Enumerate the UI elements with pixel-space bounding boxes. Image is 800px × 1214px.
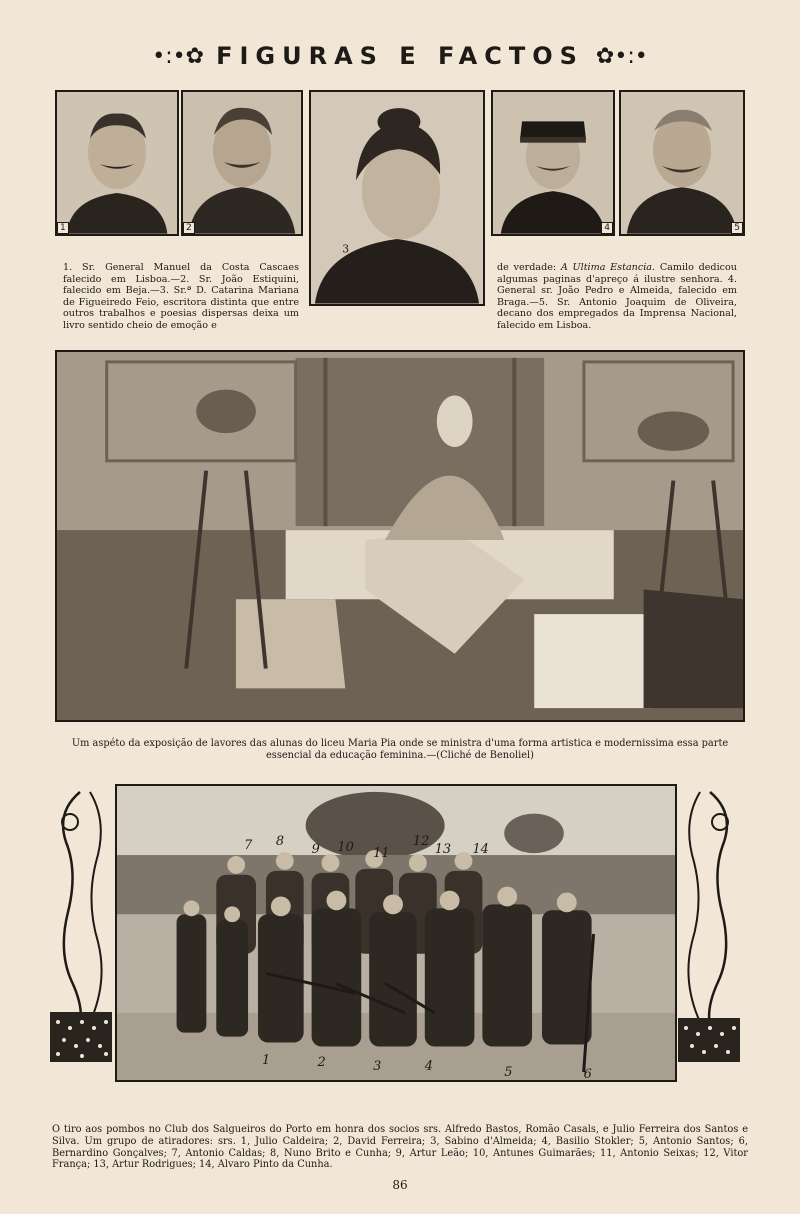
- portrait-4-number: 4: [601, 222, 613, 234]
- left-art-nouveau-ornament: [50, 782, 112, 1082]
- portrait-3-image: [311, 92, 483, 304]
- portrait-2: [181, 90, 303, 236]
- shooter-number-2: 2: [317, 1055, 326, 1071]
- right-ornament-image: [678, 782, 740, 1082]
- portrait-5-image: [621, 92, 743, 234]
- shooter-number-4: 4: [424, 1059, 434, 1075]
- portrait-2-image: [183, 92, 301, 234]
- portrait-caption-left: 1. Sr. General Manuel da Costa Cascaes falecido em Lisboa.—2. Sr. João Estiquini, falecido em Beja.—3. Sr.ª D. Catarina Mariana de Figueiredo Feio, escritora distinta que entre outros trabalhos e poesias dispersas deixa um livro sentido cheio de emoção e: [63, 262, 299, 331]
- portrait-caption-right-lead: de verdade:: [497, 262, 557, 273]
- portrait-caption-right: [497, 262, 737, 332]
- portrait-3-inset-number: 3: [342, 242, 350, 256]
- exhibition-photo: [55, 350, 745, 722]
- exhibition-caption: Um aspéto da exposição de lavores das alunas do liceu Maria Pia onde se ministra d'uma forma artistica e modernissima essa parte essencial da educação feminina.—(Cliché de Benoliel): [71, 738, 729, 761]
- shooter-number-14: 14: [472, 842, 489, 858]
- shooters-group-photo: [115, 784, 677, 1082]
- shooter-number-6: 6: [583, 1067, 592, 1080]
- shooting-block: [50, 782, 746, 1104]
- shooter-number-12: 12: [412, 834, 430, 850]
- right-art-nouveau-ornament: [678, 782, 740, 1082]
- masthead: [60, 40, 740, 72]
- portrait-1: [55, 90, 179, 236]
- portrait-4-image: [493, 92, 613, 234]
- shooters-group-photo-image: [117, 786, 675, 1080]
- portrait-5: [619, 90, 745, 236]
- page-number: 86: [392, 1178, 408, 1192]
- book-title: A Ultima Estancia.: [560, 262, 656, 273]
- shooter-number-5: 5: [504, 1065, 513, 1080]
- portrait-1-image: [57, 92, 177, 234]
- shooter-number-9: 9: [311, 842, 320, 858]
- portrait-2-number: 2: [183, 222, 195, 234]
- shooter-number-10: 10: [337, 840, 354, 856]
- page-title: FIGURAS E FACTOS: [216, 42, 584, 70]
- portrait-3: [309, 90, 485, 306]
- portrait-caption-right-rest: Camilo dedicou algumas paginas d'apreço á ilustre senhora. 4. General sr. João Pedro e Almeida, falecido em Braga.—5. Sr. Antonio Joaquim de Oliveira, decano dos empregados da Imprensa Nacional, falecido em Lisboa.: [497, 262, 737, 331]
- shooter-number-11: 11: [373, 846, 390, 862]
- left-ornament: •:•✿: [152, 43, 205, 69]
- right-ornament: ✿•:•: [595, 43, 648, 69]
- portrait-block: [53, 88, 747, 338]
- shooter-number-7: 7: [244, 838, 253, 854]
- portrait-1-number: 1: [57, 222, 69, 234]
- shooter-number-13: 13: [434, 842, 452, 858]
- portrait-4: [491, 90, 615, 236]
- shooter-number-1: 1: [261, 1053, 271, 1069]
- exhibition-photo-image: [57, 352, 743, 720]
- shooters-caption: O tiro aos pombos no Club dos Salgueiros do Porto em honra dos socios srs. Alfredo Bastos, Romão Casals, e Julio Ferreira dos Santos e Silva. Um grupo de atiradores: srs. 1, Julio Caldeira; 2, David Ferreira; 3, Sabino d'Almeida; 4, Basilio Stokler; 5, Antonio Santos; 6, Bernardino Gonçalves; 7, Antonio Caldas; 8, Nuno Brito e Cunha; 9, Artur Leão; 10, Antunes Guimarães; 11, Antonio Seixas; 12, Vitor França; 13, Artur Rodrigues; 14, Alvaro Pinto da Cunha.: [52, 1124, 748, 1171]
- portrait-5-number: 5: [731, 222, 743, 234]
- shooter-number-3: 3: [373, 1059, 382, 1075]
- left-ornament-image: [50, 782, 112, 1082]
- shooter-number-8: 8: [275, 834, 285, 850]
